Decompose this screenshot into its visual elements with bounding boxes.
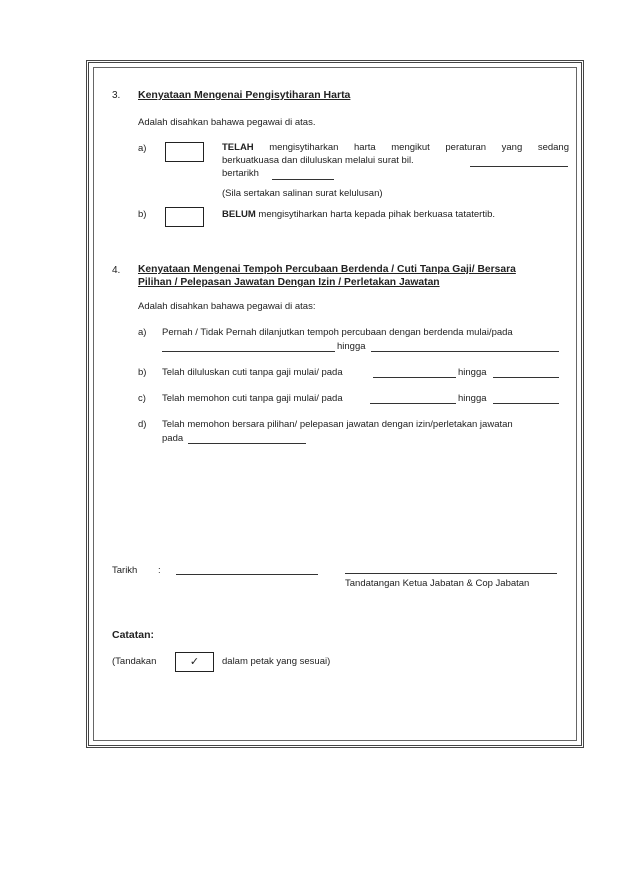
- item-4c-from-line[interactable]: [370, 403, 456, 404]
- item-b-marker: b): [138, 209, 147, 220]
- item-4a-until-label: hingga: [337, 341, 366, 352]
- item-4b-until-line[interactable]: [493, 377, 559, 378]
- section-3-number: 3.: [112, 90, 121, 101]
- item-4c-marker: c): [138, 393, 146, 404]
- date-colon: :: [158, 565, 161, 576]
- item-4c-until-label: hingga: [458, 393, 487, 404]
- item-4a-marker: a): [138, 327, 147, 338]
- telah-text-1: mengisytiharkan harta mengikut peraturan yang sedang: [269, 142, 569, 153]
- item-4b-from-line[interactable]: [373, 377, 456, 378]
- telah-checkbox[interactable]: [165, 142, 204, 162]
- item-4c-text: Telah memohon cuti tanpa gaji mulai/ pada: [162, 393, 343, 404]
- section-4-title-line-1: Kenyataan Mengenai Tempoh Percubaan Berdenda / Cuti Tanpa Gaji/ Bersara: [138, 264, 516, 275]
- item-4d-date-line[interactable]: [188, 443, 306, 444]
- item-4a-until-line[interactable]: [371, 351, 559, 352]
- notes-suffix: dalam petak yang sesuai): [222, 656, 331, 667]
- item-4a-text: Pernah / Tidak Pernah dilanjutkan tempoh percubaan dengan berdenda mulai/pada: [162, 327, 513, 338]
- belum-checkbox[interactable]: [165, 207, 204, 227]
- item-4d-text: Telah memohon bersara pilihan/ pelepasan jawatan dengan izin/perletakan jawatan: [162, 419, 513, 430]
- item-a-marker: a): [138, 143, 147, 154]
- section-3-title: Kenyataan Mengenai Pengisytiharan Harta: [138, 89, 351, 101]
- section-4-title-line-2: Pilihan / Pelepasan Jawatan Dengan Izin / Perletakan Jawatan: [138, 277, 440, 288]
- belum-statement: [222, 209, 495, 221]
- section-4-intro: Adalah disahkan bahawa pegawai di atas:: [138, 301, 316, 312]
- item-4a-from-line[interactable]: [162, 351, 335, 352]
- telah-label: TELAH: [222, 142, 254, 153]
- item-4b-text: Telah diluluskan cuti tanpa gaji mulai/ pada: [162, 367, 343, 378]
- check-sample-box: [175, 652, 214, 672]
- item-4b-until-label: hingga: [458, 367, 487, 378]
- item-4c-until-line[interactable]: [493, 403, 559, 404]
- telah-text-3: bertarikh: [222, 168, 259, 179]
- section-4-number: 4.: [112, 265, 121, 276]
- belum-label: BELUM: [222, 209, 256, 220]
- item-4d-on-label: pada: [162, 433, 184, 444]
- notes-prefix: (Tandakan: [112, 656, 157, 667]
- date-label: Tarikh: [112, 565, 138, 576]
- signature-label: Tandatangan Ketua Jabatan & Cop Jabatan: [345, 578, 530, 589]
- belum-text: mengisytiharkan harta kepada pihak berkuasa tatatertib.: [258, 209, 496, 220]
- telah-note: (Sila sertakan salinan surat kelulusan): [222, 188, 383, 199]
- item-4d-marker: d): [138, 419, 147, 430]
- telah-statement: [222, 142, 569, 154]
- section-3-intro: Adalah disahkan bahawa pegawai di atas.: [138, 117, 316, 128]
- date-line[interactable]: [176, 574, 318, 575]
- telah-text-2: berkuatkuasa dan diluluskan melalui surat bil.: [222, 155, 414, 166]
- check-icon: ✓: [189, 656, 200, 668]
- notes-title: Catatan:: [112, 629, 155, 641]
- letter-number-line[interactable]: [470, 166, 568, 167]
- item-4b-marker: b): [138, 367, 147, 378]
- signature-line[interactable]: [345, 573, 557, 574]
- letter-date-line[interactable]: [272, 179, 334, 180]
